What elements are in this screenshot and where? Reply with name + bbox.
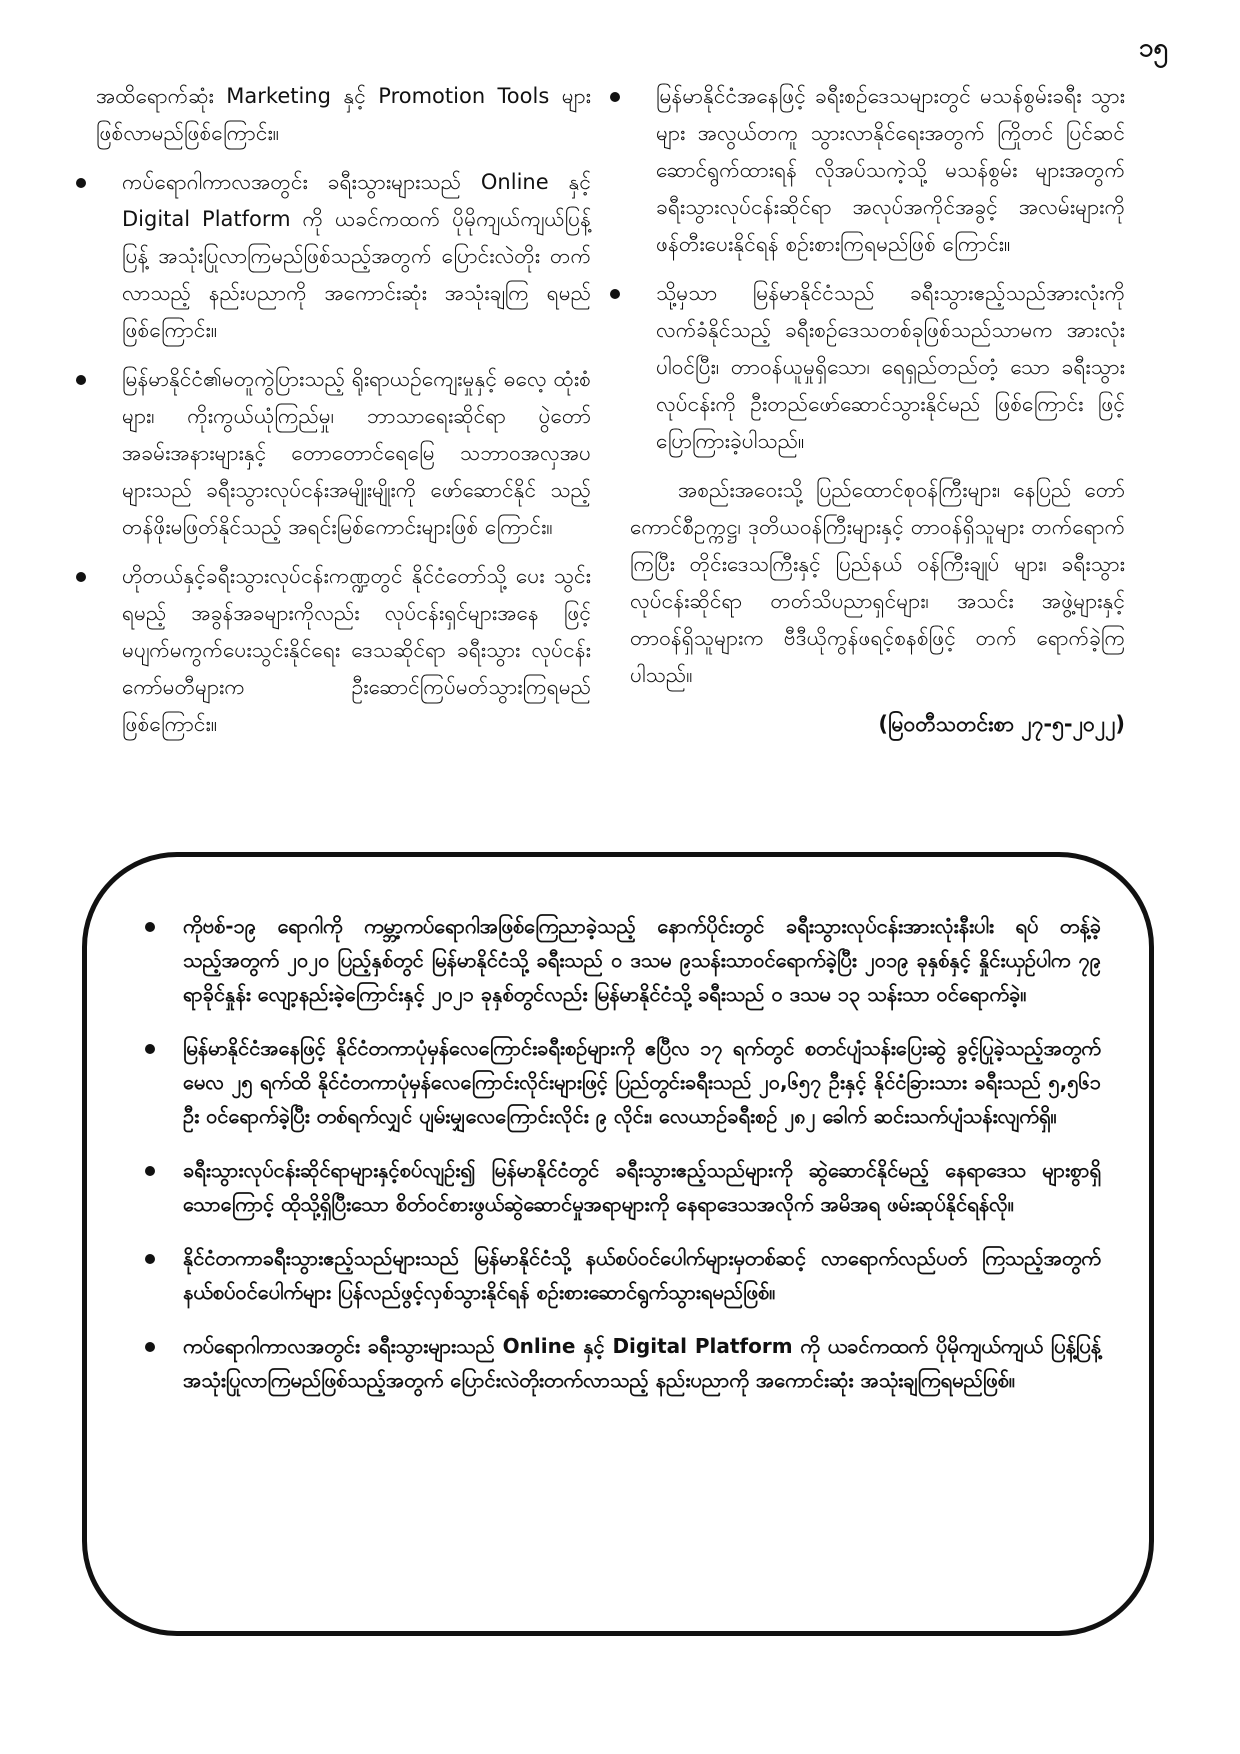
list-item: မြန်မာနိုင်ငံအနေဖြင့် နိုင်ငံတကာပုံမှန်လေကြောင်းခရီးစဉ်များကို ဧပြီလ ၁၇ ရက်တွင် စတင်ပျံသန်းပြေးဆွဲ ခွင့်ပြုခဲ့သည့်အတွက် မေလ ၂၅ ရက်ထိ နိုင်ငံတကာပုံမှန်လေကြောင်းလိုင်းများဖြင့် ပြည်တွင်းခရီးသည် ၂၀,၆၅၇ ဦးနှင့် နိုင်ငံခြားသား ခရီးသည် ၅,၅၆၁ ဦး ဝင်ရောက်ခဲ့ပြီး တစ်ရက်လျှင် ပျမ်းမျှလေကြောင်းလိုင်း ၉ လိုင်း၊ လေယာဉ်ခရီးစဉ် ၂၈၂ ခေါက် ဆင်းသက်ပျံသန်းလျက်ရှိ။ bbox=[183, 1031, 1101, 1133]
summary-bullet-list bbox=[87, 857, 1149, 1397]
list-item: ကပ်ရောဂါကာလအတွင်း ခရီးသွားများသည် Online နှင့် Digital Platform ကို ယခင်ကထက် ပိုမိုကျယ်ကျယ်ပြန့် ပြန့် အသုံးပြုလာကြမည်ဖြစ်သည့်အတွက် ပြောင်းလဲတိုး တက်လာသည့် နည်းပညာကို အကောင်းဆုံး အသုံးချကြ ရမည်ဖြစ်ကြောင်း။ bbox=[96, 164, 591, 349]
left-bullet-list bbox=[96, 164, 591, 743]
summary-box bbox=[82, 852, 1154, 1636]
bullet-icon bbox=[145, 1254, 155, 1264]
page-number: ၁၅ bbox=[1138, 33, 1168, 63]
list-item: မြန်မာနိုင်ငံ၏မတူကွဲပြားသည့် ရိုးရာယဉ်ကျေးမှုနှင့် ဓလေ့ ထုံးစံများ၊ ကိုးကွယ်ယုံကြည်မှု၊ ဘာသာရေးဆိုင်ရာ ပွဲတော် အခမ်းအနားများနှင့် တောတောင်ရေမြေ သဘာဝအလှအပ များသည် ခရီးသွားလုပ်ငန်းအမျိုးမျိုးကို ဖော်ဆောင်နိုင် သည့် တန်ဖိုးမဖြတ်နိုင်သည့် အရင်းမြစ်ကောင်းများဖြစ် ကြောင်း။ bbox=[96, 361, 591, 546]
left-column bbox=[96, 78, 591, 755]
list-item: မြန်မာနိုင်ငံအနေဖြင့် ခရီးစဉ်ဒေသများတွင် မသန်စွမ်းခရီး သွားများ အလွယ်တကူ သွားလာနိုင်ရေးအတွက် ကြိုတင် ပြင်ဆင်ဆောင်ရွက်ထားရန် လိုအပ်သကဲ့သို့ မသန်စွမ်း များအတွက် ခရီးသွားလုပ်ငန်းဆိုင်ရာ အလုပ်အကိုင်အခွင့် အလမ်းများကို ဖန်တီးပေးနိုင်ရန် စဉ်းစားကြရမည်ဖြစ် ကြောင်း။ bbox=[630, 78, 1125, 263]
continuation-text: အထိရောက်ဆုံး Marketing နှင့် Promotion Tools များ ဖြစ်လာမည်ဖြစ်ကြောင်း။ bbox=[96, 84, 591, 145]
right-column bbox=[630, 78, 1125, 743]
bullet-icon bbox=[145, 1342, 155, 1352]
list-item: ကပ်ရောဂါကာလအတွင်း ခရီးသွားများသည် Online နှင့် Digital Platform ကို ယခင်ကထက် ပိုမိုကျယ်ကျယ် ပြန့်ပြန့် အသုံးပြုလာကြမည်ဖြစ်သည့်အတွက် ပြောင်းလဲတိုးတက်လာသည့် နည်းပညာကို အကောင်းဆုံး အသုံးချကြရမည်ဖြစ်။ bbox=[183, 1329, 1101, 1397]
list-item: နိုင်ငံတကာခရီးသွားဧည့်သည်များသည် မြန်မာနိုင်ငံသို့ နယ်စပ်ဝင်ပေါက်များမှတစ်ဆင့် လာရောက်လည်ပတ် ကြသည့်အတွက် နယ်စပ်ဝင်ပေါက်များ ပြန်လည်ဖွင့်လှစ်သွားနိုင်ရန် စဉ်းစားဆောင်ရွက်သွားရမည်ဖြစ်။ bbox=[183, 1241, 1101, 1309]
list-item: သို့မှသာ မြန်မာနိုင်ငံသည် ခရီးသွားဧည့်သည်အားလုံးကို လက်ခံနိုင်သည့် ခရီးစဉ်ဒေသတစ်ခုဖြစ်သည်သာမက အားလုံးပါဝင်ပြီး၊ တာဝန်ယူမှုရှိသော၊ ရေရှည်တည်တံ့ သော ခရီးသွားလုပ်ငန်းကို ဦးတည်ဖော်ဆောင်သွားနိုင်မည် ဖြစ်ကြောင်း ဖြင့် ပြောကြားခဲ့ပါသည်။ bbox=[630, 275, 1125, 460]
source-citation: (မြဝတီသတင်းစာ ၂၇-၅-၂၀၂၂) bbox=[878, 712, 1125, 736]
bullet-icon bbox=[145, 922, 155, 932]
bullet-icon bbox=[76, 375, 86, 385]
bullet-icon bbox=[610, 92, 620, 102]
bullet-icon bbox=[76, 572, 86, 582]
list-item: ကိုဗစ်-၁၉ ရောဂါကို ကမ္ဘာ့ကပ်ရောဂါအဖြစ်ကြေညာခဲ့သည့် နောက်ပိုင်းတွင် ခရီးသွားလုပ်ငန်းအားလုံးနီးပါး ရပ် တန့်ခဲ့သည့်အတွက် ၂၀၂၀ ပြည့်နှစ်တွင် မြန်မာနိုင်ငံသို့ ခရီးသည် ၀ ဒသမ ၉သန်းသာဝင်ရောက်ခဲ့ပြီး ၂၀၁၉ ခုနှစ်နှင့် နှိုင်းယှဉ်ပါက ၇၉ ရာခိုင်နှုန်း လျော့နည်းခဲ့ကြောင်းနှင့် ၂၀၂၁ ခုနှစ်တွင်လည်း မြန်မာနိုင်ငံသို့ ခရီးသည် ၀ ဒသမ ၁၃ သန်းသာ ဝင်ရောက်ခဲ့။ bbox=[183, 909, 1101, 1011]
bullet-icon bbox=[76, 178, 86, 188]
bullet-icon bbox=[145, 1044, 155, 1054]
list-item: ဟိုတယ်နှင့်ခရီးသွားလုပ်ငန်းကဏ္ဍတွင် နိုင်ငံတော်သို့ ပေး သွင်းရမည့် အခွန်အခများကိုလည်း လုပ်ငန်းရှင်များအနေ ဖြင့် မပျက်မကွက်ပေးသွင်းနိုင်ရေး ဒေသဆိုင်ရာ ခရီးသွား လုပ်ငန်းကော်မတီများက ဦးဆောင်ကြပ်မတ်သွားကြရမည် ဖြစ်ကြောင်း။ bbox=[96, 558, 591, 743]
bullet-icon bbox=[145, 1166, 155, 1176]
right-bullet-list bbox=[630, 78, 1125, 460]
list-item: ခရီးသွားလုပ်ငန်းဆိုင်ရာများနှင့်စပ်လျဉ်း၍ မြန်မာနိုင်ငံတွင် ခရီးသွားဧည့်သည်များကို ဆွဲဆောင်နိုင်မည့် နေရာဒေသ များစွာရှိသောကြောင့် ထိုသို့ရှိပြီးသော စိတ်ဝင်စားဖွယ်ဆွဲဆောင်မှုအရာများကို နေရာဒေသအလိုက် အမိအရ ဖမ်းဆုပ်နိုင်ရန်လို။ bbox=[183, 1153, 1101, 1221]
closing-paragraph: အစည်းအဝေးသို့ ပြည်ထောင်စုဝန်ကြီးများ၊ နေပြည် တော်ကောင်စီဥက္ကဋ္ဌ၊ ဒုတိယဝန်ကြီးများနှင့် တာဝန်ရှိသူများ တက်ရောက်ကြပြီး တိုင်းဒေသကြီးနှင့် ပြည်နယ် ဝန်ကြီးချုပ် များ၊ ခရီးသွားလုပ်ငန်းဆိုင်ရာ တတ်သိပညာရှင်များ၊ အသင်း အဖွဲ့များနှင့် တာဝန်ရှိသူများက ဗီဒီယိုကွန်ဖရင့်စနစ်ဖြင့် တက် ရောက်ခဲ့ကြပါသည်။ bbox=[630, 478, 1125, 687]
bullet-icon bbox=[610, 289, 620, 299]
